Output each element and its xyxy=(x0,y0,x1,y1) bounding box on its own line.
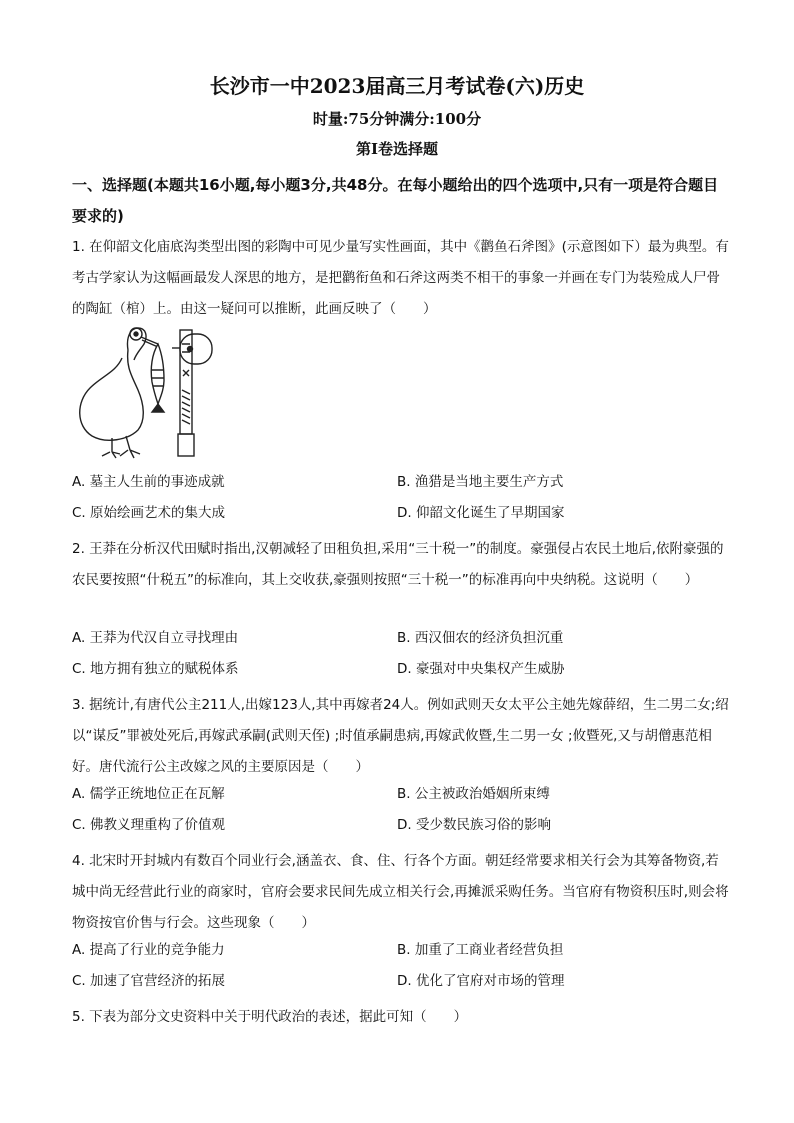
part-heading: 第I卷选择题 xyxy=(355,140,439,158)
q1-option-d: D. 仰韶文化诞生了早期国家 xyxy=(397,505,565,521)
q2-option-c: C. 地方拥有独立的赋税体系 xyxy=(72,661,239,677)
exam-time-score: 时量:75分钟满分:100分 xyxy=(312,110,482,128)
q4-option-a: A. 提高了行业的竞争能力 xyxy=(72,942,225,958)
q3-option-a: A. 儒学正统地位正在瓦解 xyxy=(72,786,225,802)
q1-option-b: B. 渔猎是当地主要生产方式 xyxy=(397,474,564,490)
q4-option-b: B. 加重了工商业者经营负担 xyxy=(397,942,564,958)
section-heading: 一、选择题(本题共16小题,每小题3分,共48分。在每小题给出的四个选项中,只有一项是符合题目要求的) xyxy=(72,176,719,225)
question-5-stem: 5. 下表为部分文史资料中关于明代政治的表述，据此可知（ ） xyxy=(72,1009,468,1025)
q2-option-b: B. 西汉佃农的经济负担沉重 xyxy=(397,630,564,646)
question-2-stem: 2. 王莽在分析汉代田赋时指出,汉朝减轻了田租负担,采用“三十税一”的制度。豪强侵占农民土地后,依附豪强的农民要按照“什税五”的标准向，其上交收获,豪强则按照“三十税一”的标准再向中央纳税。这说明（ ） xyxy=(72,541,724,588)
page-title: 长沙市一中2023届高三月考试卷(六)历史 xyxy=(209,74,585,98)
q4-option-d: D. 优化了官府对市场的管理 xyxy=(397,973,565,989)
question-4-stem: 4. 北宋时开封城内有数百个同业行会,涵盖衣、食、住、行各个方面。朝廷经常要求相关行会为其筹备物资,若城中尚无经营此行业的商家时，官府会要求民间先成立相关行会,再摊派采购任务。当官府有物资积压时,则会将物资按官价售与行会。这些现象（ ） xyxy=(72,853,729,931)
question-1-stem: 1. 在仰韶文化庙底沟类型出图的彩陶中可见少量写实性画面，其中《鹳鱼石斧图》(示意图如下）最为典型。有考古学家认为这幅画最发人深思的地方，是把鹳衔鱼和石斧这两类不相干的事象一并画在专门为装殓成人尸骨的陶缸（棺）上。由这一疑问可以推断，此画反映了（ ） xyxy=(72,239,729,317)
q3-option-d: D. 受少数民族习俗的影响 xyxy=(397,817,551,833)
q1-option-c: C. 原始绘画艺术的集大成 xyxy=(72,505,226,521)
stork-fish-axe-figure xyxy=(72,320,222,466)
q3-option-c: C. 佛教义理重构了价值观 xyxy=(72,817,226,833)
q1-option-a: A. 墓主人生前的事迹成就 xyxy=(72,474,225,490)
q4-option-c: C. 加速了官营经济的拓展 xyxy=(72,973,226,989)
q2-option-a: A. 王莽为代汉自立寻找理由 xyxy=(72,630,239,646)
q3-option-b: B. 公主被政治婚姻所束缚 xyxy=(397,786,550,802)
question-3-stem: 3. 据统计,有唐代公主211人,出嫁123人,其中再嫁者24人。例如武则天女太平公主她先嫁薛绍，生二男二女;绍以“谋反”罪被处死后,再嫁武承嗣(武则天侄) ;时值承嗣患病,再嫁武攸暨,生二男一女 ;攸暨死,又与胡僧惠范相好。唐代流行公主改嫁之风的主要原因是（ ） xyxy=(72,697,729,775)
q2-option-d: D. 豪强对中央集权产生威胁 xyxy=(397,661,565,677)
